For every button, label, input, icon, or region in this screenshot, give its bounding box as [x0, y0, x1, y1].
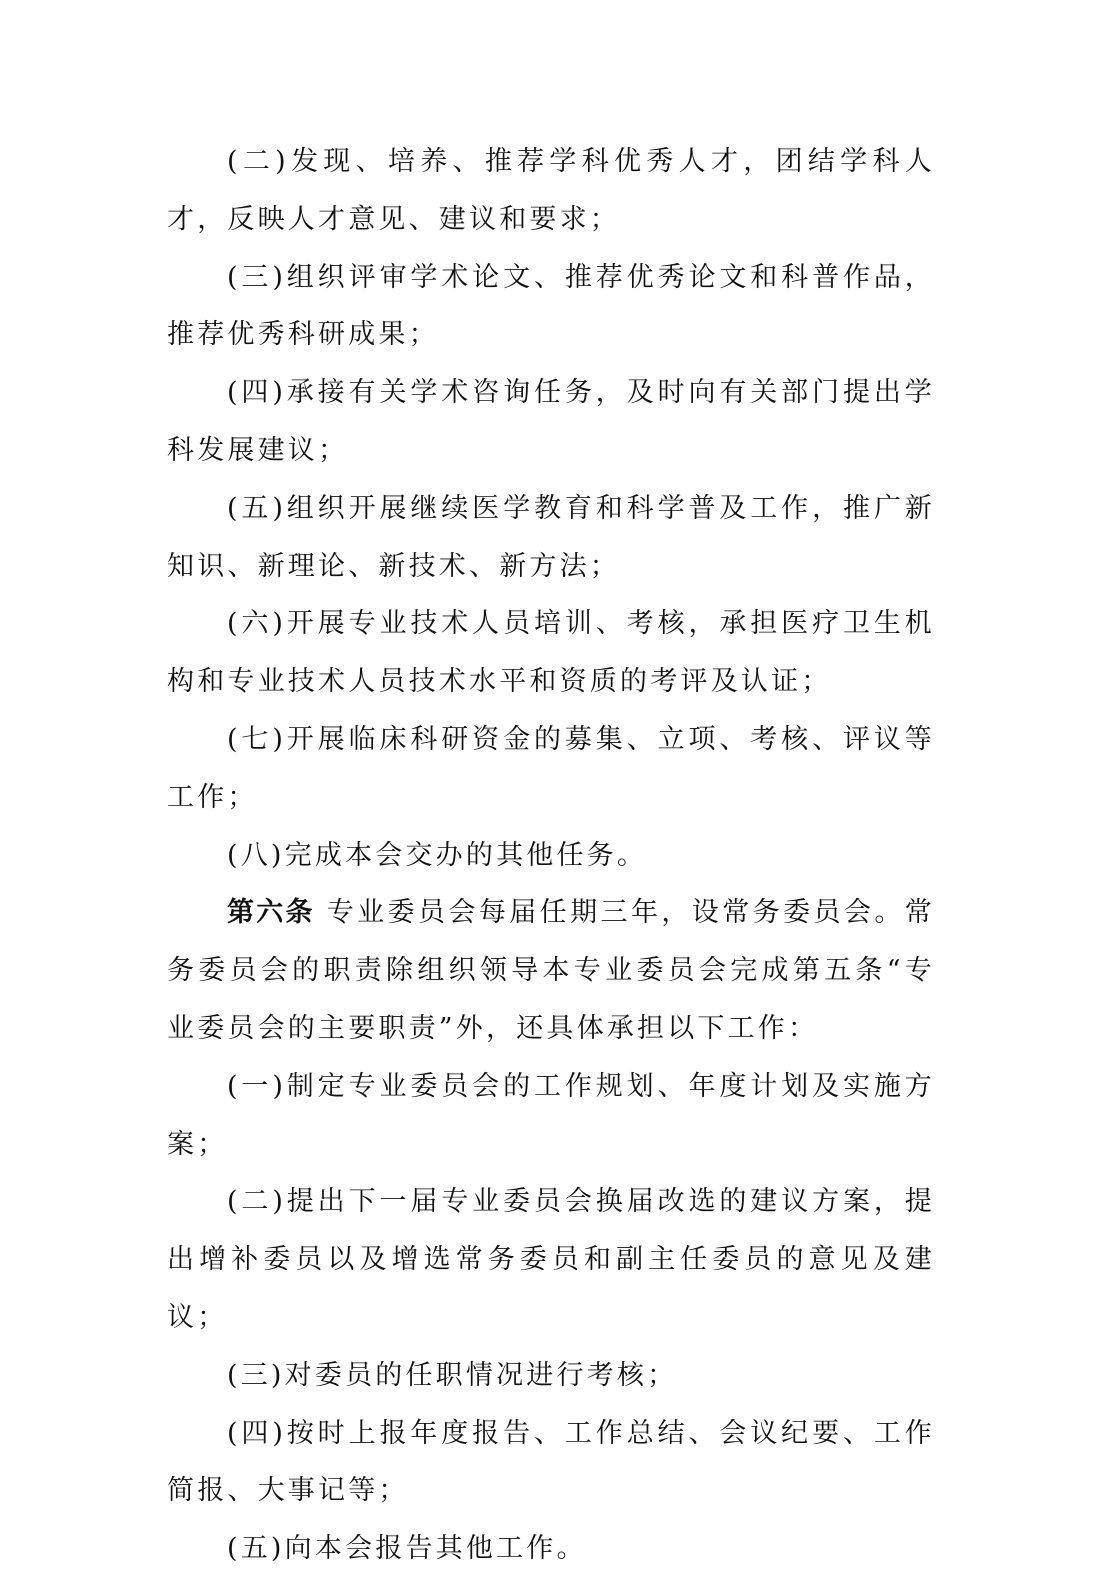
list-item: (六)开展专业技术人员培训、考核，承担医疗卫生机构和专业技术人员技术水平和资质的考评及认证； [167, 608, 935, 698]
list-item: (二)发现、培养、推荐学科优秀人才，团结学科人才，反映人才意见、建议和要求； [167, 146, 935, 235]
article-6-heading: 第六条 [227, 897, 315, 929]
list-item: (五)向本会报告其他工作。 [227, 1533, 587, 1565]
list-item: (七)开展临床科研资金的募集、立项、考核、评议等工作； [167, 723, 935, 813]
list-item: (一)制定专业委员会的工作规划、年度计划及实施方案； [167, 1070, 935, 1160]
article-6-paragraph [167, 884, 935, 1057]
article-6-text: 专业委员会每届任期三年，设常务委员会。常务委员会的职责除组织领导本专业委员会完成第五条“专业委员会的主要职责”外，还具体承担以下工作： [167, 897, 935, 1044]
document-body [167, 133, 935, 1578]
list-item: (二)提出下一届专业委员会换届改选的建议方案，提出增补委员以及增选常务委员和副主任委员的意见及建议； [167, 1186, 935, 1333]
list-item: (三)对委员的任职情况进行考核； [227, 1359, 678, 1391]
list-item: (四)承接有关学术咨询任务，及时向有关部门提出学科发展建议； [167, 377, 935, 466]
list-item: (五)组织开展继续医学教育和科学普及工作，推广新知识、新理论、新技术、新方法； [167, 492, 935, 582]
list-item: (三)组织评审学术论文、推荐优秀论文和科普作品，推荐优秀科研成果； [167, 261, 935, 351]
list-item: (四)按时上报年度报告、工作总结、会议纪要、工作简报、大事记等； [167, 1417, 935, 1507]
list-item: (八)完成本会交办的其他任务。 [227, 839, 648, 871]
